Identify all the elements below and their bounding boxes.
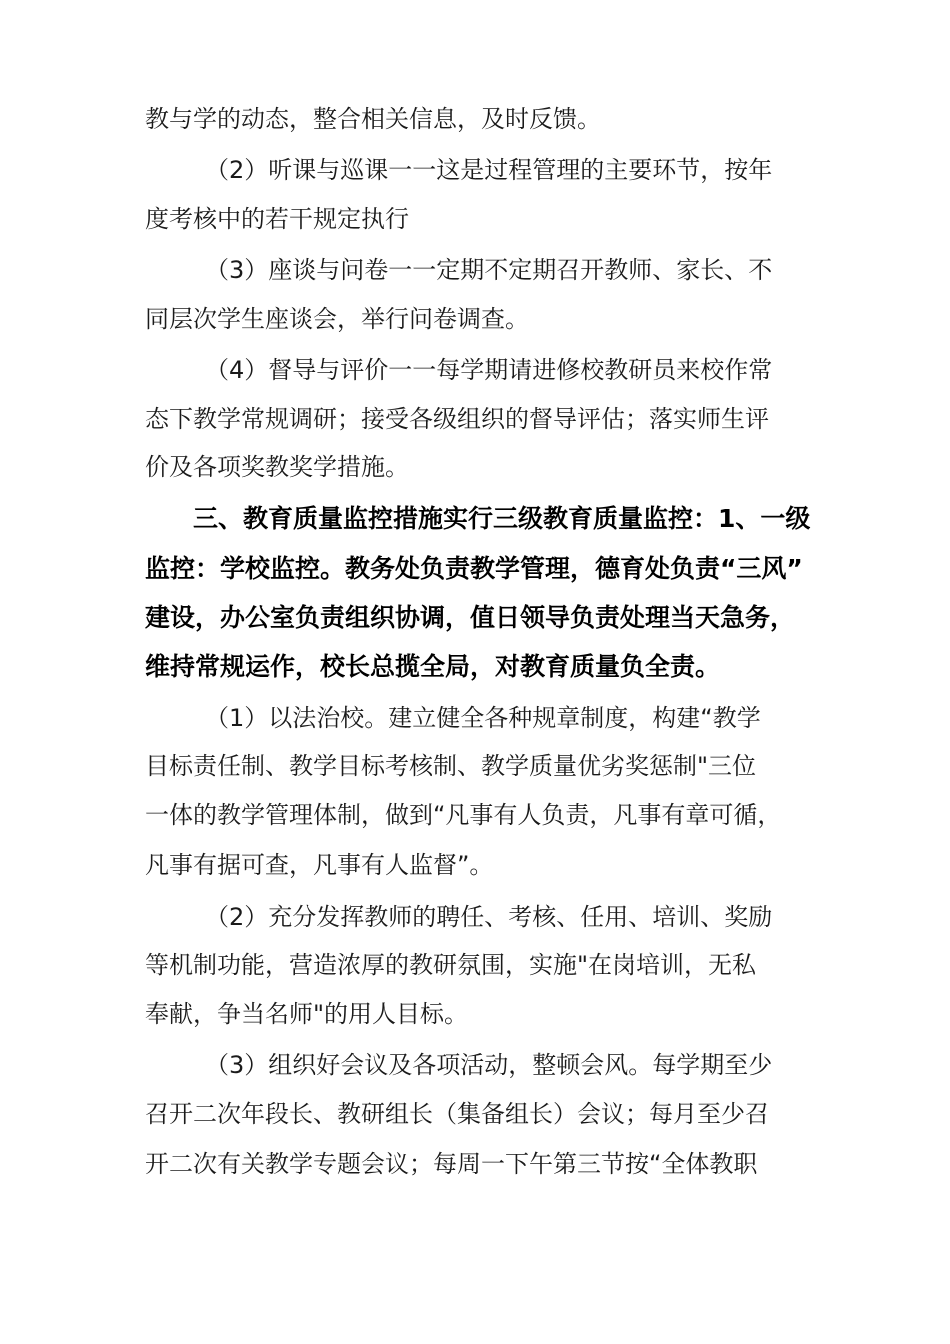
section-heading-line: 三、教育质量监控措施实行三级教育质量监控：1、一级 <box>193 504 811 533</box>
text-line: （3）座谈与问卷一一定期不定期召开教师、家长、不 <box>205 256 773 284</box>
text-line: 凡事有据可查，凡事有人监督”。 <box>145 851 494 879</box>
text-line: 目标责任制、教学目标考核制、教学质量优劣奖惩制"三位 <box>145 752 757 780</box>
text-line: 同层次学生座谈会，举行问卷调查。 <box>145 305 529 333</box>
text-line: （1）以法治校。建立健全各种规章制度，构建“教学 <box>205 704 761 732</box>
text-line: （2）听课与巡课一一这是过程管理的主要环节，按年 <box>205 156 773 184</box>
text-line: 奉献，争当名师"的用人目标。 <box>145 1000 469 1028</box>
text-line: 态下教学常规调研；接受各级组织的督导评估；落实师生评 <box>145 405 769 433</box>
text-line: （3）组织好会议及各项活动，整顿会风。每学期至少 <box>205 1051 773 1079</box>
text-line: 召开二次年段长、教研组长（集备组长）会议；每月至少召 <box>145 1100 769 1128</box>
text-line: 一体的教学管理体制，做到“凡事有人负责，凡事有章可循， <box>145 801 782 829</box>
section-heading-line: 建设，办公室负责组织协调，值日领导负责处理当天急务， <box>145 603 796 632</box>
text-line: 度考核中的若干规定执行 <box>145 205 409 233</box>
text-line: 价及各项奖教奖学措施。 <box>145 453 409 481</box>
text-line: 等机制功能，营造浓厚的教研氛围，实施"在岗培训，无私 <box>145 951 757 979</box>
text-line: （4）督导与评价一一每学期请进修校教研员来校作常 <box>205 356 773 384</box>
text-line: 教与学的动态，整合相关信息，及时反馈。 <box>145 105 601 133</box>
section-heading-line: 维持常规运作，校长总揽全局，对教育质量负全责。 <box>145 652 721 681</box>
text-line: 开二次有关教学专题会议；每周一下午第三节按“全体教职 <box>145 1150 758 1178</box>
section-heading-line: 监控：学校监控。教务处负责教学管理，德育处负责“三风” <box>145 554 803 583</box>
text-line: （2）充分发挥教师的聘任、考核、任用、培训、奖励 <box>205 903 773 931</box>
